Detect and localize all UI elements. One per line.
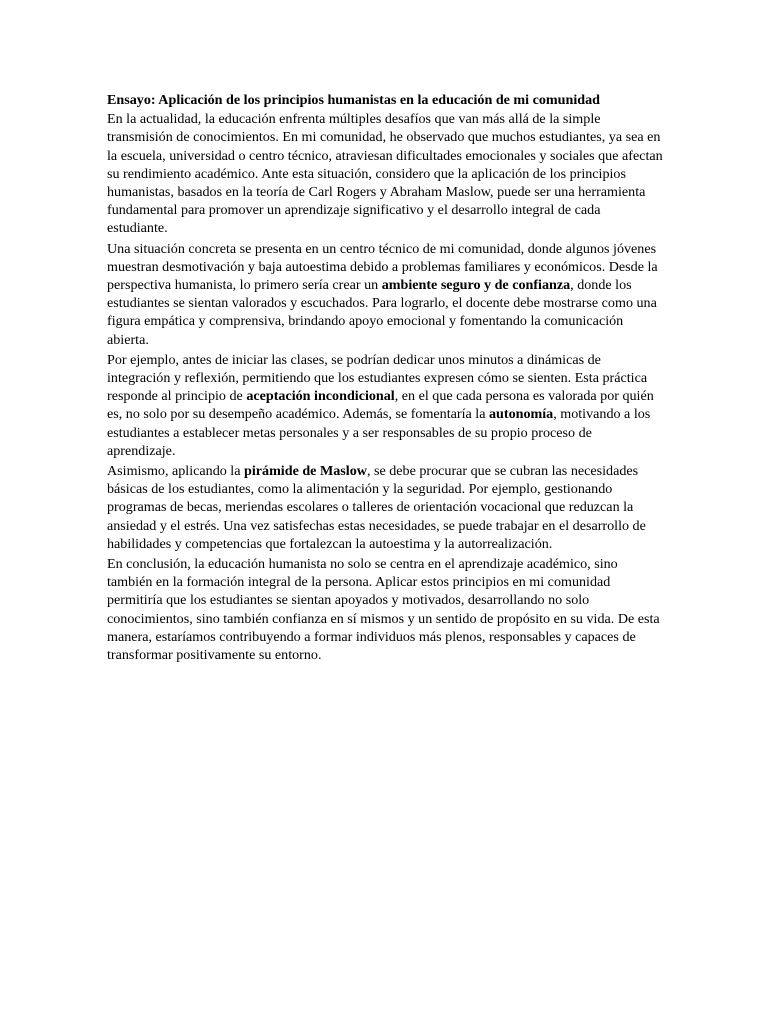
paragraph-introduction: En la actualidad, la educación enfrenta múltiples desafíos que van más allá de la simple transmisión de conocimientos. En mi comunidad, he observado que muchos estudiantes, ya sea en la escuela, universidad o centro técnico, atraviesan dificultades emocionales y sociales que afectan su rendimiento académico. Ante esta situación, considero que la aplicación de los principios humanistas, basados en la teoría de Carl Rogers y Abraham Maslow, puede ser una herramienta fundamental para promover un aprendizaje significativo y el desarrollo integral de cada estudiante.	[107, 111, 663, 237]
paragraph-text: Una situación concreta se presenta en un centro técnico de mi comunidad, donde algunos jóvenes muestran desmotivación y baja autoestima debido a problemas familiares y económicos. Desde la perspectiva humanista, lo primero sería crear un	[107, 240, 658, 294]
paragraph-text: , se debe procurar que se cubran las necesidades básicas de los estudiantes, como la alimentación y la seguridad. Por ejemplo, gestionando programas de becas, meriendas escolares o talleres de orientación vocacional que reduzcan la ansiedad y el estrés. Una vez satisfechas estas necesidades, se puede trabajar en el desarrollo de habilidades y competencias que fortalezcan la autoestima y la autorrealización.	[107, 463, 646, 552]
paragraph-text: Asimismo, aplicando la	[107, 463, 245, 480]
paragraph-text: , motivando a los estudiantes a establecer metas personales y a ser responsables de su propio proceso de aprendizaje.	[107, 406, 651, 459]
bold-term-autonomy: autonomía	[488, 406, 554, 423]
bold-term-safe-environment: ambiente seguro y de confianza	[381, 277, 571, 294]
document-page	[107, 91, 663, 666]
paragraph-situation	[107, 240, 663, 349]
paragraph-example	[107, 351, 663, 460]
essay-title: Ensayo: Aplicación de los principios humanistas en la educación de mi comunidad	[107, 92, 600, 108]
paragraph-text: Por ejemplo, antes de iniciar las clases, se podrían dedicar unos minutos a dinámicas de integración y reflexión, permitiendo que los estudiantes expresen cómo se sienten. Esta práctica responde al principio de	[107, 351, 648, 405]
paragraph-maslow	[107, 462, 663, 553]
paragraph-text: , donde los estudiantes se sientan valorados y escuchados. Para lograrlo, el docente debe mostrarse como una figura empática y comprensiva, brindando apoyo emocional y fomentando la comunicación abierta.	[107, 277, 657, 348]
paragraph-conclusion: En conclusión, la educación humanista no solo se centra en el aprendizaje académico, sino también en la formación integral de la persona. Aplicar estos principios en mi comunidad permitiría que los estudiantes se sientan apoyados y motivados, desarrollando no solo conocimientos, sino también confianza en sí mismos y un sentido de propósito en su vida. De esta manera, estaríamos contribuyendo a formar individuos más plenos, responsables y capaces de transformar positivamente su entorno.	[107, 556, 660, 664]
bold-term-maslow-pyramid: pirámide de Maslow	[244, 463, 367, 480]
bold-term-unconditional-acceptance: aceptación incondicional	[246, 388, 395, 405]
paragraph-text: , en el que cada persona es valorada por quién es, no solo por su desempeño académico. Además, se fomentaría la	[107, 388, 654, 423]
